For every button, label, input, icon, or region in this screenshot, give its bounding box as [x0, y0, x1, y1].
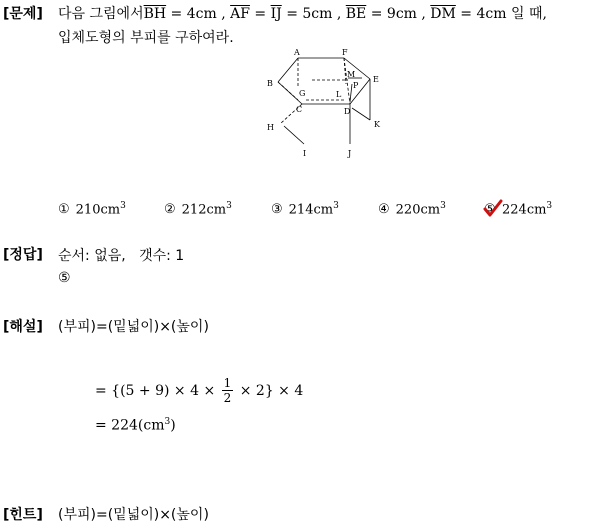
choice-1-value: 210cm — [75, 202, 121, 218]
label-p: P — [353, 81, 359, 90]
choice-1-num: ① — [58, 202, 70, 218]
choice-list — [58, 201, 588, 219]
segment-be: $\overline{BE}$ — [345, 6, 367, 22]
choice-5[interactable] — [484, 201, 552, 217]
step-1-prefix: = {(5 + 9) × 4 × — [95, 382, 220, 399]
label-h: H — [267, 123, 274, 132]
label-e: E — [373, 75, 379, 84]
choice-3-value: 214cm — [288, 202, 334, 218]
segment-dm: $\overline{DM}$ — [430, 6, 456, 22]
choice-4-num: ④ — [378, 202, 390, 218]
choice-5-exp: 3 — [546, 201, 553, 211]
fraction-numerator: 1 — [223, 376, 232, 390]
check-mark-icon — [483, 199, 503, 219]
problem-prefix: 다음 그림에서 — [58, 6, 144, 22]
fraction-denominator: 2 — [223, 391, 232, 405]
segment-af: $\overline{AF}$ — [230, 6, 250, 22]
answer-label: [정답] — [3, 247, 43, 263]
choice-4[interactable] — [378, 201, 446, 217]
eq-5: = 4cm 일 때, — [455, 6, 547, 22]
label-d: D — [344, 107, 351, 116]
step-1-suffix: × 2} × 4 — [235, 382, 304, 399]
choice-2-exp: 3 — [226, 201, 232, 211]
choice-3[interactable] — [271, 201, 339, 217]
label-f: F — [342, 48, 348, 57]
choice-1[interactable] — [58, 201, 126, 217]
choice-2-num: ② — [164, 202, 176, 218]
explanation-step-1 — [95, 376, 303, 405]
edge-hi — [284, 126, 304, 144]
choice-2[interactable] — [164, 201, 232, 217]
label-j: J — [348, 149, 352, 158]
label-m: M — [347, 70, 356, 79]
fraction-one-half — [222, 376, 234, 405]
choice-5-value: 224cm — [502, 202, 547, 218]
edge-ba — [278, 58, 298, 82]
problem-label: [문제] — [3, 6, 43, 22]
choice-5-num: ⑤ — [484, 202, 496, 218]
choice-4-value: 220cm — [395, 202, 441, 218]
label-c: C — [296, 105, 303, 114]
problem-line-1 — [58, 3, 547, 23]
choice-3-num: ③ — [271, 202, 283, 218]
explanation-label: [해설] — [3, 319, 43, 335]
edge-pd — [350, 84, 352, 102]
explanation-step-2 — [95, 417, 176, 434]
choice-1-exp: 3 — [120, 201, 126, 211]
eq-1: = 4cm , — [166, 6, 231, 22]
choice-5-marker — [484, 202, 502, 217]
choice-3-exp: 3 — [333, 201, 339, 211]
hint-formula: (부피)=(밑넓이)×(높이) — [58, 507, 209, 523]
eq-4: = 9cm , — [366, 6, 431, 22]
problem-line-2: 입체도형의 부피를 구하여라. — [58, 30, 234, 46]
segment-bh: $\overline{BH}$ — [143, 6, 167, 22]
explanation-formula: (부피)=(밑넓이)×(높이) — [58, 319, 209, 335]
hint-label: [힌트] — [3, 507, 43, 523]
eq-2: = — [249, 6, 271, 22]
edge-fe-inner — [344, 58, 350, 104]
step-2-text: = 224(cm — [95, 417, 165, 434]
choice-2-value: 212cm — [181, 202, 227, 218]
segment-ij: $\overline{IJ}$ — [270, 6, 282, 22]
choice-4-exp: 3 — [440, 201, 446, 211]
eq-3: = 5cm , — [281, 6, 346, 22]
answer-info: 순서: 없음, 갯수: 1 — [58, 248, 185, 264]
label-i: I — [303, 149, 307, 158]
label-a: A — [294, 48, 300, 57]
step-2-close: ) — [170, 417, 176, 434]
label-g: G — [299, 89, 306, 98]
label-b: B — [267, 79, 273, 88]
answer-value: ⑤ — [58, 270, 71, 286]
solid-figure — [262, 44, 392, 162]
label-k: K — [374, 120, 380, 129]
label-l: L — [336, 90, 342, 99]
step-2-exp: 3 — [164, 417, 171, 427]
edge-dk — [352, 108, 370, 120]
